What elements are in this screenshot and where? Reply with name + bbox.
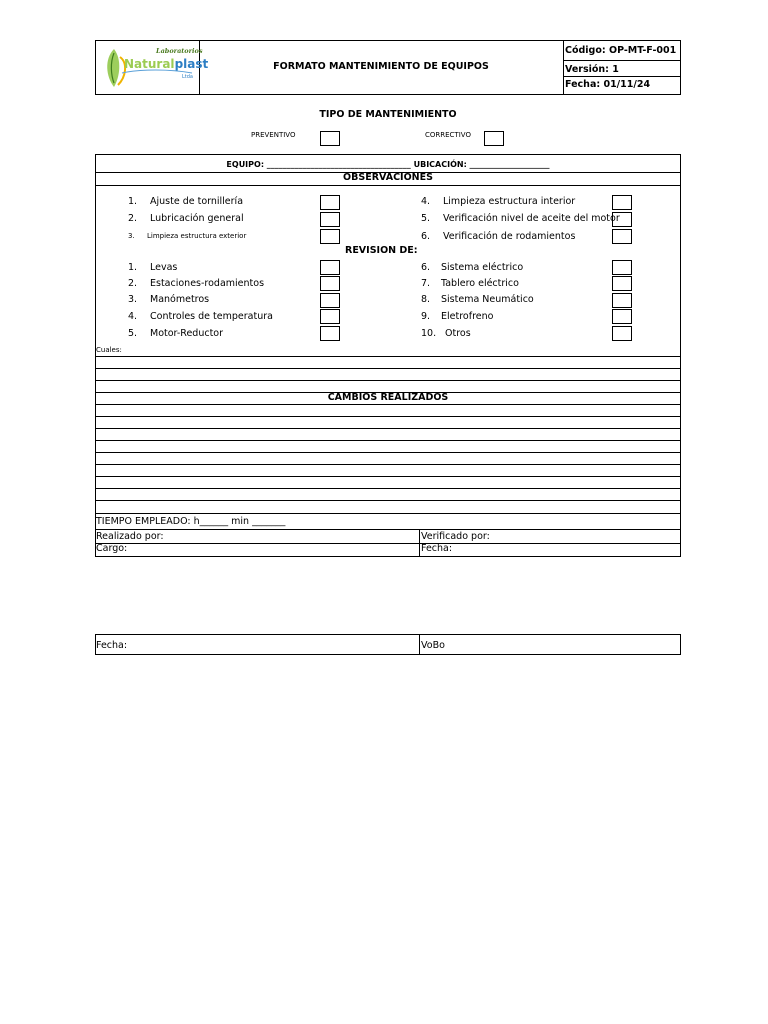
header-divider-right: [563, 40, 564, 94]
obs-label-4: Limpieza estructura interior: [443, 196, 576, 207]
rev-num-6: 6.: [421, 262, 431, 273]
logo-top-text: Laboratorios: [156, 47, 203, 55]
rev-checkbox-8[interactable]: [612, 293, 632, 308]
rev-checkbox-2[interactable]: [320, 276, 340, 291]
observaciones-heading: OBSERVACIONES: [343, 172, 433, 183]
obs-num-1: 1.: [128, 196, 138, 207]
row-line: [95, 356, 681, 357]
rev-num-4: 4.: [128, 311, 138, 322]
obs-label-5: Verificación nivel de aceite del motor: [443, 213, 620, 224]
rev-num-7: 7.: [421, 278, 431, 289]
cuales-label: Cuales:: [96, 346, 122, 354]
version-label: Versión: 1: [565, 64, 619, 75]
fecha-firma-label[interactable]: Fecha:: [421, 543, 453, 554]
obs-label-2: Lubricación general: [150, 213, 244, 224]
row-line: [95, 464, 681, 465]
rev-label-7: Tablero eléctrico: [441, 278, 519, 289]
signature-divider: [419, 529, 420, 556]
rev-label-1: Levas: [150, 262, 178, 273]
rev-checkbox-6[interactable]: [612, 260, 632, 275]
row-line: [95, 185, 681, 186]
rev-label-9: Eletrofreno: [441, 311, 494, 322]
obs-num-3: 3.: [128, 232, 135, 240]
rev-num-1: 1.: [128, 262, 138, 273]
obs-checkbox-6[interactable]: [612, 229, 632, 244]
obs-checkbox-2[interactable]: [320, 212, 340, 227]
rev-num-8: 8.: [421, 294, 431, 305]
obs-label-1: Ajuste de tornillería: [150, 196, 244, 207]
rev-num-9: 9.: [421, 311, 431, 322]
row-line: [95, 543, 681, 544]
row-line: [95, 428, 681, 429]
rev-num-10: 10.: [421, 328, 437, 339]
footer-divider: [419, 634, 420, 655]
rev-label-5: Motor-Reductor: [150, 328, 224, 339]
tipo-heading: TIPO DE MANTENIMIENTO: [319, 109, 457, 120]
rev-num-5: 5.: [128, 328, 138, 339]
preventivo-checkbox[interactable]: [320, 131, 340, 146]
rev-checkbox-4[interactable]: [320, 309, 340, 324]
row-line: [95, 488, 681, 489]
row-line: [95, 452, 681, 453]
company-logo: [100, 43, 209, 91]
rev-num-2: 2.: [128, 278, 138, 289]
row-line: [95, 404, 681, 405]
rev-label-2: Estaciones-rodamientos: [150, 278, 265, 289]
obs-num-2: 2.: [128, 213, 138, 224]
row-line: [95, 368, 681, 369]
equipo-ubicacion-line[interactable]: EQUIPO: ____________________________________ UBICACIÓN: ____________________: [226, 160, 550, 169]
obs-num-4: 4.: [421, 196, 431, 207]
rev-checkbox-5[interactable]: [320, 326, 340, 341]
header-row-line-2: [563, 76, 681, 77]
correctivo-label: CORRECTIVO: [425, 131, 471, 139]
header-row-line-1: [563, 60, 681, 61]
row-line: [95, 416, 681, 417]
cambios-heading: CAMBIOS REALIZADOS: [327, 392, 449, 403]
footer-box: [95, 634, 681, 655]
rev-label-6: Sistema eléctrico: [441, 262, 524, 273]
preventivo-label: PREVENTIVO: [251, 131, 296, 139]
rev-checkbox-9[interactable]: [612, 309, 632, 324]
obs-checkbox-3[interactable]: [320, 229, 340, 244]
row-line: [95, 440, 681, 441]
footer-fecha-label[interactable]: Fecha:: [96, 640, 128, 651]
rev-label-10: Otros: [445, 328, 471, 339]
obs-label-6: Verificación de rodamientos: [443, 231, 576, 242]
rev-label-3: Manómetros: [150, 294, 210, 305]
form-title: FORMATO MANTENIMIENTO DE EQUIPOS: [273, 61, 489, 72]
logo-sub-text: Ltda: [182, 74, 193, 80]
obs-num-5: 5.: [421, 213, 431, 224]
row-line: [95, 513, 681, 514]
row-line: [95, 500, 681, 501]
logo-main-text-2: plast: [174, 57, 209, 71]
rev-label-4: Controles de temperatura: [150, 311, 273, 322]
obs-num-6: 6.: [421, 231, 431, 242]
obs-checkbox-4[interactable]: [612, 195, 632, 210]
cargo-label[interactable]: Cargo:: [96, 543, 128, 554]
correctivo-checkbox[interactable]: [484, 131, 504, 146]
rev-checkbox-7[interactable]: [612, 276, 632, 291]
rev-num-3: 3.: [128, 294, 138, 305]
rev-checkbox-3[interactable]: [320, 293, 340, 308]
logo-main-text: [124, 57, 208, 71]
row-line: [95, 529, 681, 530]
realizado-por-label[interactable]: Realizado por:: [96, 531, 164, 542]
revision-heading: REVISION DE:: [345, 245, 418, 256]
codigo-label: Código: OP-MT-F-001: [565, 45, 677, 56]
rev-label-8: Sistema Neumático: [441, 294, 534, 305]
rev-checkbox-10[interactable]: [612, 326, 632, 341]
obs-checkbox-5[interactable]: [612, 212, 632, 227]
tiempo-empleado[interactable]: TIEMPO EMPLEADO: h______ min _______: [96, 516, 286, 527]
logo-main-text-1: Natural: [124, 57, 175, 71]
row-line: [95, 476, 681, 477]
footer-vobo-label[interactable]: VoBo: [421, 640, 445, 651]
obs-checkbox-1[interactable]: [320, 195, 340, 210]
verificado-por-label[interactable]: Verificado por:: [421, 531, 490, 542]
obs-label-3: Limpieza estructura exterior: [147, 232, 247, 240]
fecha-label: Fecha: 01/11/24: [565, 79, 651, 90]
rev-checkbox-1[interactable]: [320, 260, 340, 275]
row-line: [95, 380, 681, 381]
